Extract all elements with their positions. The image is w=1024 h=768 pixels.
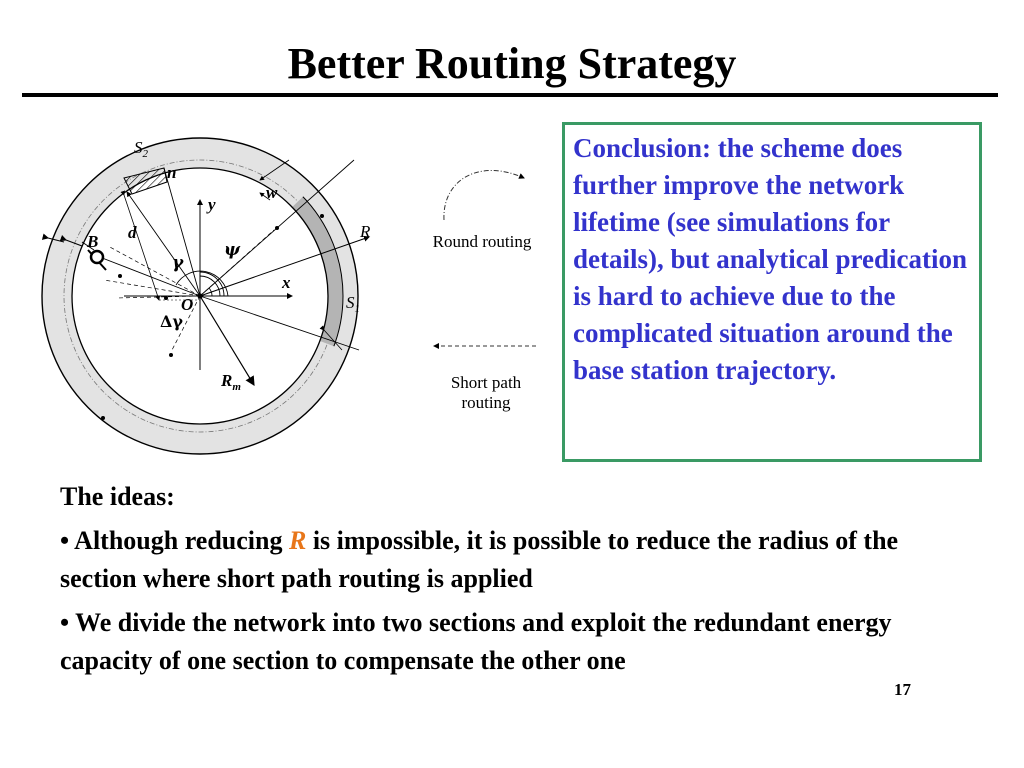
bullet-1-text-b: is impossible, it is possible to reduce the radius of the section where short path routing is applied xyxy=(60,526,899,593)
ideas-heading: The ideas: xyxy=(60,482,175,511)
base-station-b xyxy=(91,251,103,263)
label-gamma: γ xyxy=(172,253,184,273)
slide-title: Better Routing Strategy xyxy=(287,39,737,88)
conclusion-text: Conclusion: the scheme does further improve the network lifetime (see simulations for details), but analytical predication is hard to achieve due to the complicated situation around the base station trajectory. xyxy=(573,133,968,385)
bullet-1-text-a: • Although reducing xyxy=(60,526,289,555)
label-w: w xyxy=(266,183,278,202)
label-b: B xyxy=(87,232,99,251)
label-x: x xyxy=(282,273,291,292)
label-r: R xyxy=(360,222,371,241)
label-delta-gamma: Δγ xyxy=(160,312,183,331)
short-path-label-line1: Short path xyxy=(450,373,522,392)
label-rm: $R_m$ xyxy=(221,371,241,393)
conclusion-box xyxy=(562,122,982,462)
short-path-label xyxy=(416,373,556,413)
round-routing-label: Round routing xyxy=(432,232,532,251)
ideas-bullet-1 xyxy=(60,522,960,598)
label-y: y xyxy=(208,195,216,214)
label-psi: ψ xyxy=(224,240,241,260)
bullet-1-r-symbol: R xyxy=(288,526,307,555)
label-s1: $S_1$ xyxy=(346,293,360,315)
label-n: n xyxy=(167,163,177,182)
label-s2: $S_2$ xyxy=(134,138,148,160)
round-routing-arc xyxy=(444,170,524,220)
origin-point xyxy=(197,293,202,298)
network-diagram xyxy=(24,120,544,470)
short-path-label-line2: routing xyxy=(461,393,511,412)
label-o: O xyxy=(181,295,194,314)
title-underline xyxy=(22,93,998,97)
page-number: 17 xyxy=(894,680,911,699)
label-d: d xyxy=(128,223,137,242)
ideas-section xyxy=(60,478,960,680)
ideas-bullet-2: • We divide the network into two sections and exploit the redundant energy capacity of one section to compensate the other one xyxy=(60,608,892,675)
